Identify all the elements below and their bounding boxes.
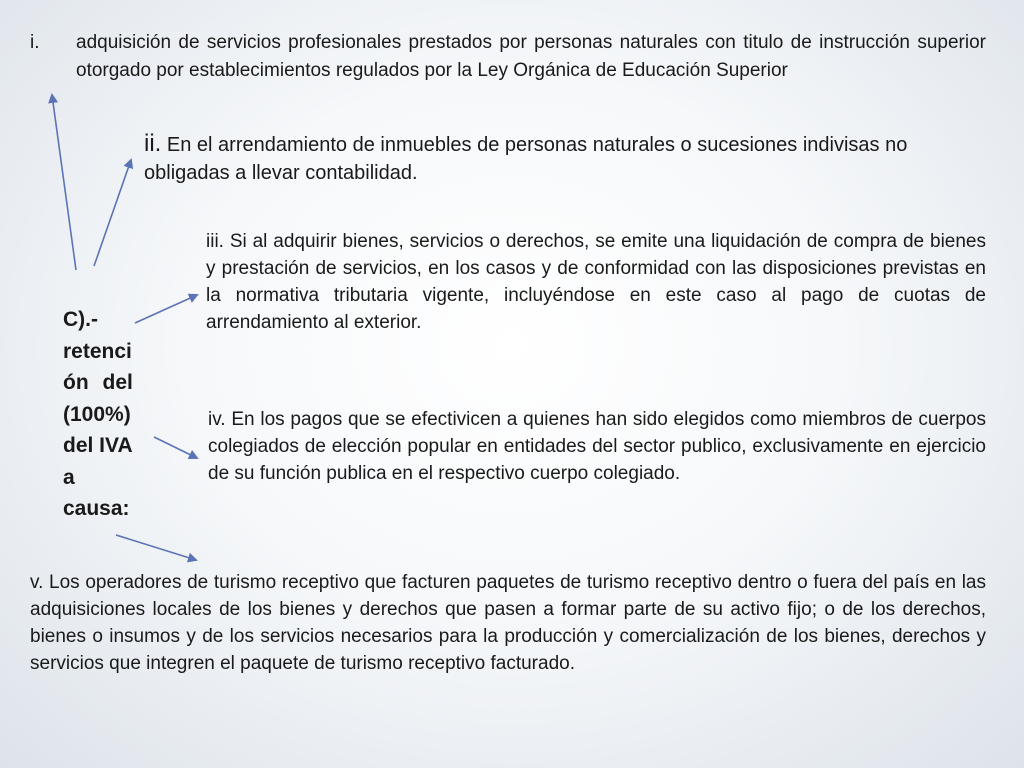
- heading-line: retenci: [63, 339, 132, 363]
- heading-line: ón del: [63, 371, 133, 394]
- item-iii-text: iii. Si al adquirir bienes, servicios o derechos, se emite una liquidación de compra de bienes y prestación de servicios, en los casos y de conformidad con las disposiciones previstas en la normativa tributaria vigente, incluyéndose en este caso al pago de cuotas de arrendamiento al exterior.: [206, 231, 986, 333]
- heading-line: a: [63, 465, 75, 489]
- item-iv-text: iv. En los pagos que se efectivicen a quienes han sido elegidos como miembros de cuerpos colegiados de elección popular en entidades del sector publico, exclusivamente en ejercicio de su función publica en el respectivo cuerpo colegiado.: [208, 409, 986, 484]
- heading-line: C).-: [63, 308, 98, 331]
- item-ii: [144, 130, 986, 187]
- item-i-text: adquisición de servicios profesionales prestados por personas naturales con titulo de instrucción superior otorgado por establecimientos regulados por la Ley Orgánica de Educación Superior: [76, 32, 986, 81]
- arrow-to-item-i: [52, 95, 76, 270]
- retention-heading: [63, 304, 147, 525]
- item-i-number: i.: [30, 32, 40, 53]
- heading-line: (100%): [63, 402, 131, 426]
- item-v-text: v. Los operadores de turismo receptivo que facturen paquetes de turismo receptivo dentro o fuera del país en las adquisiciones locales de los bienes y derechos que pasen a formar parte de su activo fijo; o de los derechos, bienes o insumos y de los servicios necesarios para la producción y comercialización de los bienes, derechos y servicios que integren el paquete de turismo receptivo facturado.: [30, 572, 986, 674]
- arrow-to-item-v: [116, 535, 196, 560]
- item-ii-number: ii.: [144, 130, 162, 157]
- arrow-to-item-ii: [94, 160, 131, 266]
- item-ii-text: En el arrendamiento de inmuebles de personas naturales o sucesiones indivisas no obligadas a llevar contabilidad.: [144, 134, 908, 184]
- item-i: [30, 29, 986, 85]
- heading-line: del IVA: [63, 434, 133, 457]
- heading-line: causa:: [63, 497, 130, 520]
- arrow-to-item-iv: [154, 437, 197, 458]
